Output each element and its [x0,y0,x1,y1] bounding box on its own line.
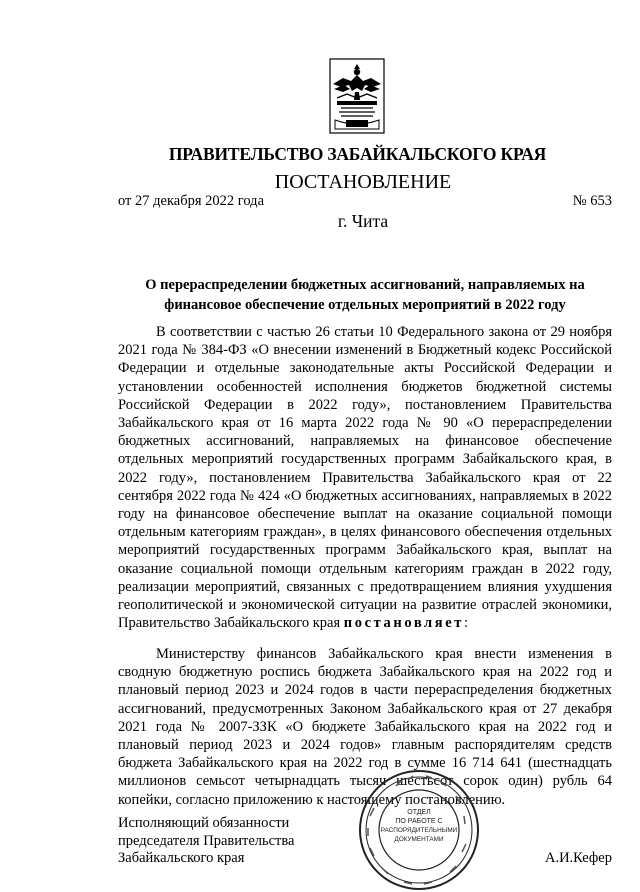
document-subject: О перераспределении бюджетных ассигнований, направляемых на финансовое обеспечение отдельных мероприятий в 2022 году [145,277,585,313]
signatory-title-line-1: Исполняющий обязанности [118,815,290,831]
stamp-line-1: ОТДЕЛ [407,809,431,816]
document-city: г. Чита [337,211,389,231]
stamp-line-4: ДОКУМЕНТАМИ [394,836,444,843]
signatory-title-line-2: председателя Правительства [118,832,295,849]
signatory-name: А.И.Кефер [544,850,612,866]
paragraph-1-text: В соответствии с частью 26 статьи 10 Федерального закона от 29 ноября 2021 года № 384-ФЗ «О внесении изменений в Бюджетный кодекс Российской Федерации и отдельные законодательные акты Российской Федерации и установлении особенностей исполнения бюджетов бюджетной системы Российской Федерации в 2022 году», постановлением Правительства Забайкальского края от 16 марта 2022 года № 90 «О перераспределении бюджетных ассигнований, направляемых на финансовое обеспечение отдельных мероприятий государственных программ Забайкальского края, в 2022 году», постановлением Правительства Забайкальского края от 22 сентября 2022 года № 424 «О бюджетных ассигнованиях, направляемых в 2022 году на финансовое обеспечение выплат на оказание социальной помощи отдельным категориям граждан», в целях финансового обеспечения отдельных мероприятий государственных программ Забайкальского края, выплат на оказание социальной помощи отдельным категориям граждан в 2022 году, реализации мероприятий, связанных с предотвращением влияния ухудшения геополитической и экономической ситуации на развитие отраслей экономики, Правительство Забайкальского края [118,324,612,632]
document-number: № 653 [572,193,612,209]
stamp-line-2: ПО РАБОТЕ С [395,818,443,825]
document-type: ПОСТАНОВЛЕНИЕ [274,171,452,193]
document-date: от 27 декабря 2022 года [118,193,264,209]
signatory-title-line-3: Забайкальского края [118,850,245,866]
coat-of-arms-emblem [329,58,385,134]
resolves-colon: : [464,615,469,632]
resolves-word: постановляет [343,615,464,632]
official-stamp [356,768,482,892]
government-title: ПРАВИТЕЛЬСТВО ЗАБАЙКАЛЬСКОГО КРАЯ [168,144,547,164]
body-paragraph-1 [118,323,612,632]
body-paragraph-2: Министерству финансов Забайкальского края внести изменения в сводную бюджетную роспись бюджета Забайкальского края на 2022 год и плановый период 2023 и 2024 годов в части перераспределения бюджетных ассигнований, предусмотренных Законом Забайкальского края от 27 декабря 2021 года № 2007-ЗЗК «О бюджете Забайкальского края на 2022 год и плановый период 2023 и 2024 годов» главным распорядителям средств бюджета Забайкальского края на 2022 год в сумме 16 714 641 (шестнадцать миллионов семьсот четырнадцать тысяч шестьсот сорок один) рубль 64 копейки, согласно приложению к настоящему постановлению. [118,646,612,808]
stamp-line-3: РАСПОРЯДИТЕЛЬНЫМИ [380,827,458,834]
signatory-title [118,815,294,868]
